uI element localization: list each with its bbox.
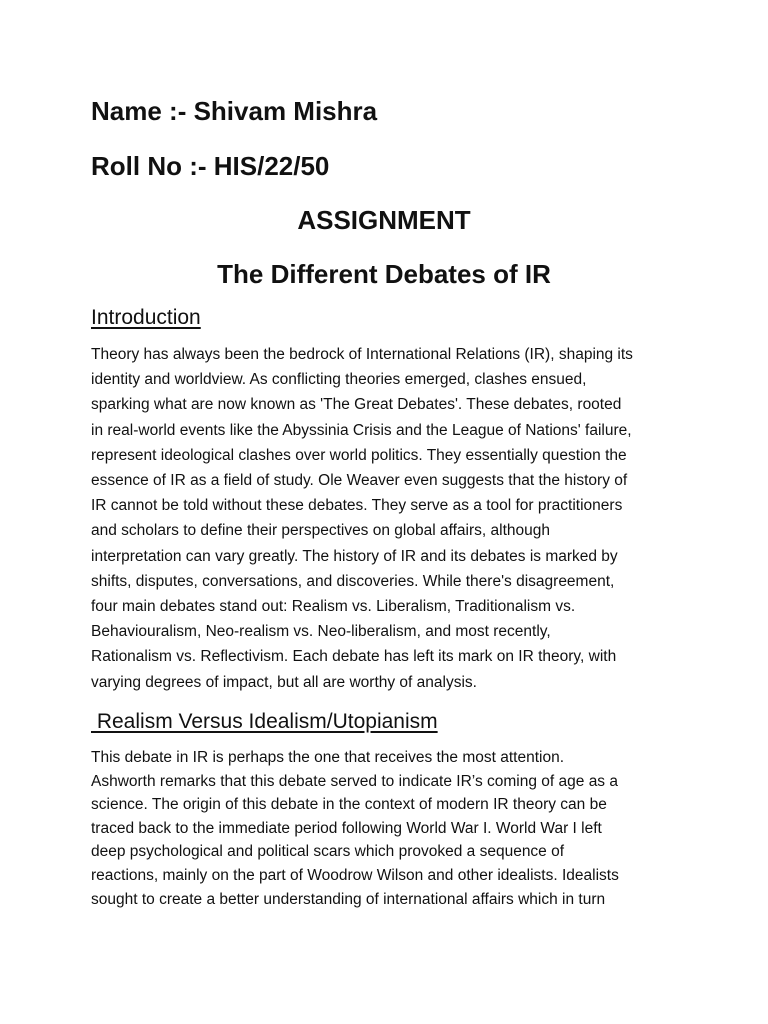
paragraph-line: deep psychological and political scars which provoked a sequence of [91,843,565,861]
paragraph-line: four main debates stand out: Realism vs. Liberalism, Traditionalism vs. [91,598,576,616]
paragraph-line: IR cannot be told without these debates. They serve as a tool for practitioners [91,497,623,515]
document-title: The Different Debates of IR [217,259,551,289]
introduction-paragraph [91,342,681,695]
paragraph-line: represent ideological clashes over world politics. They essentially question the [91,446,627,464]
section-heading-introduction: Introduction [91,306,201,329]
paragraph-line: identity and worldview. As conflicting theories emerged, clashes ensued, [91,371,587,389]
paragraph-line: in real-world events like the Abyssinia Crisis and the League of Nations' failure, [91,421,632,439]
paragraph-line: Behaviouralism, Neo-realism vs. Neo-liberalism, and most recently, [91,623,551,641]
assignment-label: ASSIGNMENT [297,205,471,235]
paragraph-line: and scholars to define their perspectives on global affairs, although [91,522,550,540]
student-name-line: Name :- Shivam Mishra [91,96,378,126]
paragraph-line: This debate in IR is perhaps the one that receives the most attention. [91,749,565,766]
paragraph-line: shifts, disputes, conversations, and discoveries. While there's disagreement, [91,572,615,590]
paragraph-line: essence of IR as a field of study. Ole Weaver even suggests that the history of [91,472,628,490]
paragraph-line: science. The origin of this debate in the context of modern IR theory can be [91,796,607,814]
paragraph-line: Theory has always been the bedrock of International Relations (IR), shaping its [91,346,633,363]
paragraph-line: Ashworth remarks that this debate served to indicate IR’s coming of age as a [91,772,618,790]
paragraph-line: traced back to the immediate period following World War I. World War I left [91,819,602,837]
roll-number-line: Roll No :- HIS/22/50 [91,151,330,181]
section-heading-realism-vs-idealism: Realism Versus Idealism/Utopianism [91,710,438,733]
paragraph-line: sparking what are now known as 'The Great Debates'. These debates, rooted [91,396,622,414]
paragraph-line: varying degrees of impact, but all are worthy of analysis. [91,673,477,691]
paragraph-line: reactions, mainly on the part of Woodrow Wilson and other idealists. Idealists [91,866,619,884]
realism-idealism-paragraph [91,746,681,911]
paragraph-line: interpretation can vary greatly. The history of IR and its debates is marked by [91,547,618,565]
paragraph-line: Rationalism vs. Reflectivism. Each debate has left its mark on IR theory, with [91,648,617,666]
paragraph-line: sought to create a better understanding of international affairs which in turn [91,890,606,908]
